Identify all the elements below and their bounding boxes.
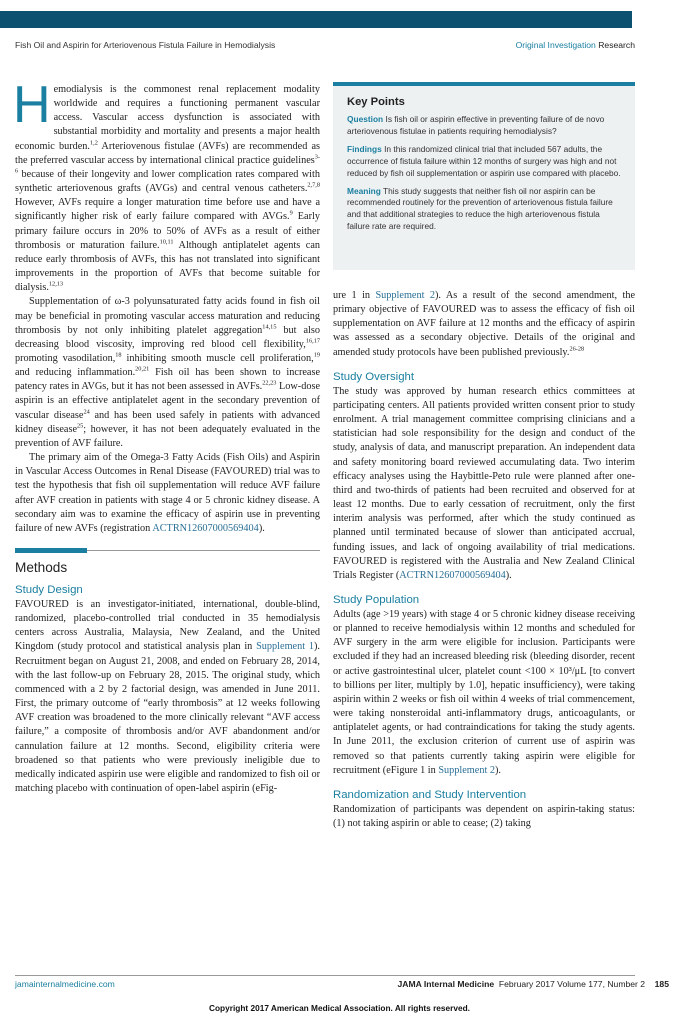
citation-superscript: 12,13 [48, 280, 64, 288]
section-name[interactable]: Original Investigation [515, 40, 596, 50]
citation-superscript: 2,7,8 [307, 181, 320, 189]
intro-paragraph-3 [15, 451, 320, 536]
section-category: Research [598, 40, 635, 50]
text-run: Early primary failure occurs in 20% to 50% of AVFs as a result of either thrombosis or maturation failure. [15, 211, 320, 251]
right-column [333, 289, 635, 831]
citation-superscript: 19 [313, 351, 321, 359]
study-oversight-paragraph [333, 385, 635, 583]
text-run: Although antiplatelet agents can reduce early thrombosis of AVFs, this has not translated into significant improvements in the proportion of AVFs that become suitable for dialysis. [15, 239, 320, 294]
citation-superscript: 18 [115, 351, 122, 359]
text-run: The study was approved by human research ethics committees at participating centers. All patients provided written consent prior to study enrolment. A trial management committee comprising clinicians and a statistician had sole responsibility for the design and conduct of the study, analysis of data, and manuscript preparation. An independent data and safety monitoring board reviewed accumulating data. Two interim efficacy analyses using the Haybittle-Peto rule were planned after one-third and two-thirds of patients had been recruited and observed for at least 12 months. Due to early cessation of recruitment, only the first interim analysis was performed, after which the study continued as planned until terminated because of slower than anticipated accrual, funding issues, and lack of ongoing availability of trial medications. FAVOURED is registered with the Australia and New Zealand Clinical Trials Register ( [333, 385, 635, 581]
text-run: ure 1 in [333, 290, 376, 301]
citation-superscript: 24 [83, 408, 90, 416]
citation-superscript: 20,21 [135, 365, 150, 373]
findings-label: Findings [347, 143, 382, 154]
text-run: Adults (age >19 years) with stage 4 or 5 chronic kidney disease receiving or planned to receive hemodialysis within 12 months and scheduled for AVF surgery in the arm were eligible for inclusion. Participants were excluded if they had an increased bleeding risk (bleeding disorder, recent or active gastrointestinal ulcer, platelet count <100 × 10³/μL [to convert to billions per liter, multiply by 1.0], hepatic insufficiency), were taking aspirin within 2 weeks or fish oil within 4 weeks of trial commencement, were taking nonsteroidal anti-inflammatory drugs, anticoagulants, or antiplatelet agents, or had contraindications for taking the study agents. In June 2011, the exclusion criterion of current use of aspirin was removed so that patients currently taking aspirin were eligible for recruitment (eFigure 1 in [333, 608, 635, 776]
text-run: and has been used safely in patients with advanced kidney disease [15, 409, 320, 435]
meaning-text: This study suggests that neither fish oil nor aspirin can be recommended routinely for the prevention of arteriovenous fistula failure and that additional strategies to reduce the high arteriovenous fistula failure rate are required. [347, 185, 613, 232]
citation-superscript: 26-28 [569, 345, 585, 353]
text-run: FAVOURED is an investigator-initiated, international, double-blind, randomized, placebo-controlled trial conducted in 35 hemodialysis centers across Australia, Malaysia, New Zealand, and the United Kingdom (study protocol and statistical analysis plan in [15, 599, 320, 653]
text-run: inhibiting smooth muscle cell proliferation, [121, 352, 314, 364]
text-run: ). [505, 569, 512, 581]
text-run: emodialysis is the commonest renal replacement modality worldwide and requires a functioning permanent vascular access. Vascular access dysfunction is associated with substantial morbidity and mortality and presents a major health economic burden. [15, 84, 320, 152]
text-run: but also decreasing blood viscosity, improving red blood cell flexibility, [15, 324, 320, 350]
text-run: ). [258, 522, 265, 534]
citation-superscript: 16,17 [305, 337, 320, 345]
citation-superscript: 10,11 [159, 238, 174, 246]
text-run: Low-dose aspirin is an effective antiplatelet agent in the secondary prevention of vascular disease [15, 381, 320, 421]
methods-accent-bar [15, 548, 87, 553]
intro-paragraph-1 [13, 76, 320, 295]
citation-superscript: 25 [77, 422, 84, 430]
header-color-bar [0, 11, 632, 28]
text-run: ). [494, 764, 501, 776]
inline-link[interactable]: Supplement 2 [375, 290, 436, 301]
citation-superscript: 3-6 [15, 153, 320, 175]
text-run: Arteriovenous fistulae (AVFs) are recommended as the preferred vascular access by international clinical practice guidelines [15, 140, 320, 166]
footer-page-number: 185 [654, 979, 669, 989]
study-design-paragraph [15, 598, 320, 796]
text-run: and reducing inflammation. [15, 367, 136, 379]
key-points-meaning [347, 186, 621, 234]
inline-link[interactable]: Supplement 1 [256, 641, 315, 653]
left-column [13, 76, 321, 796]
randomization-heading: Randomization and Study Intervention [333, 788, 527, 801]
study-design-continued [333, 289, 635, 360]
methods-section [15, 550, 320, 796]
intro-paragraph-2 [15, 295, 320, 451]
text-run: However, AVFs require a longer maturation time before use and have a significantly higher risk of early failure compared with AVGs. [15, 197, 320, 223]
citation-superscript: 1,2 [90, 139, 98, 147]
study-population-paragraph [333, 608, 635, 778]
footer-website-link[interactable]: jamainternalmedicine.com [15, 979, 115, 989]
inline-link[interactable]: ACTRN12607000569404 [399, 569, 506, 581]
inline-link[interactable]: Supplement 2 [438, 764, 495, 776]
text-run: Randomization of participants was dependent on aspirin-taking status: (1) not taking aspirin or able to cease; (2) taking [333, 803, 635, 829]
footer-rule [15, 975, 635, 976]
text-run: Supplementation of ω-3 polyunsaturated fatty acids found in fish oil may be beneficial in promoting vascular access maturation and reducing thrombosis by not only inhibiting platelet aggregation [15, 296, 320, 336]
section-label [516, 40, 635, 50]
study-oversight-heading: Study Oversight [333, 370, 415, 383]
key-points-title: Key Points [347, 96, 405, 108]
study-design-heading: Study Design [15, 584, 83, 596]
running-title: Fish Oil and Aspirin for Arteriovenous Fistula Failure in Hemodialysis [15, 40, 276, 50]
text-run: The primary aim of the Omega-3 Fatty Acids (Fish Oils) and Aspirin in Vascular Access Outcomes in Renal Disease (FAVOURED) trial was to test the hypothesis that fish oil supplementation will reduce AVF failure after AVF creation in patients with stage 4 or 5 chronic kidney disease. A secondary aim was to examine the efficacy of aspirin use in preventing failure of new AVFs (registration [15, 452, 320, 534]
question-text: Is fish oil or aspirin effective in preventing failure of de novo arteriovenous fistulae in patients requiring hemodialysis? [347, 114, 605, 136]
key-points-findings [347, 144, 621, 180]
text-run: ; however, it has not been adequately evaluated in the prevention of AVF failure. [15, 423, 320, 449]
copyright-notice: Copyright 2017 American Medical Association. All rights reserved. [209, 1003, 470, 1013]
citation-superscript: 9 [289, 210, 293, 217]
methods-heading: Methods [15, 560, 68, 575]
text-run: promoting vasodilation, [15, 352, 116, 364]
drop-cap: H [13, 76, 51, 134]
footer-issue: February 2017 Volume 177, Number 2 [498, 979, 646, 989]
findings-text: In this randomized clinical trial that included 567 adults, the occurrence of fistula failure within 12 months of surgery was high and not reduced by fish oil supplementation or aspirin use compared with placebo. [347, 143, 621, 178]
key-points-question [347, 114, 621, 138]
footer-citation [398, 979, 670, 989]
footer-journal: JAMA Internal Medicine [397, 979, 495, 989]
text-run: ). Recruitment began on August 21, 2008, and ended on February 28, 2014, with the last follow-up on February 28, 2015. The original study, which commenced with a 2 by 2 factorial design, was amended in June 2011. First, the primary outcome of “early thrombosis” at 12 weeks following AVF creation was broadened to the more clinically relevant “AVF access failure,” a composite of thrombosis and/or AVF abandonment and/or cannulation failure at 12 months. Second, eligibility criteria were broadened so that patients who were previously ineligible due to medically indicated aspirin use were eligible and randomized to fish oil or matching placebo with continuation of open-label aspirin (eFig- [15, 641, 320, 795]
key-points-box [333, 82, 635, 270]
inline-link[interactable]: ACTRN12607000569404 [152, 522, 259, 534]
study-population-heading: Study Population [333, 593, 420, 606]
randomization-paragraph [333, 803, 635, 831]
citation-superscript: 22,23 [262, 379, 277, 387]
citation-superscript: 14,15 [262, 323, 277, 331]
question-label: Question [347, 114, 384, 124]
text-run: ). As a result of the second amendment, the primary objective of FAVOURED was to assess the efficacy of fish oil supplementation on AVF failure at 12 months and the efficacy of aspirin was assessed as a secondary objective. Details of the original and amended study protocols have been published previously. [333, 290, 636, 358]
text-run: Fish oil has been shown to increase patency rates in AVGs, but it has not been assessed in AVFs. [15, 367, 321, 393]
text-run: because of their longevity and lower complication rates compared with synthetic arteriovenous grafts (AVGs) and central venous catheters. [15, 168, 320, 195]
meaning-label: Meaning [347, 185, 381, 196]
